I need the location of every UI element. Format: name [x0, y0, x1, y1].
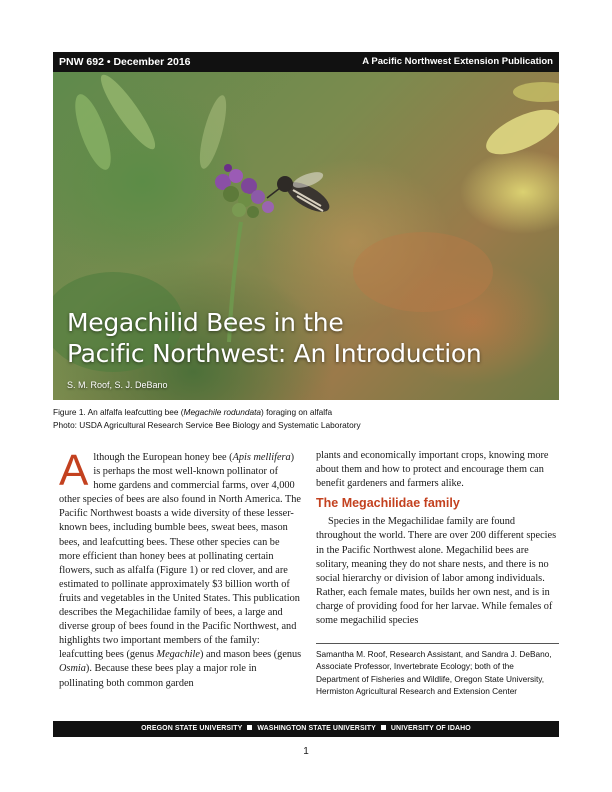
caption-suffix: ) foraging on alfalfa	[261, 407, 333, 417]
photo-credit: Photo: USDA Agricultural Research Service Bee Biology and Systematic Laboratory	[53, 419, 361, 430]
author-affiliation-note: Samantha M. Roof, Research Assistant, and Sandra J. DeBano, Associate Professor, Invertebrate Ecology; both of the Department of Fisheries and Wildlife, Oregon State University, Hermiston Agricultural Research and Extension Center	[316, 649, 552, 697]
footnote-divider	[316, 643, 559, 644]
university-osu: OREGON STATE UNIVERSITY	[141, 725, 243, 732]
intro-text-1: lthough the European honey bee (	[93, 452, 233, 463]
genus-megachile: Megachile	[156, 649, 200, 661]
university-footer-bar	[53, 721, 559, 737]
intro-text-3: ) and mason bees (genus	[199, 649, 302, 661]
caption-text	[53, 406, 559, 419]
figure-caption	[53, 406, 559, 431]
square-separator	[247, 725, 252, 730]
genus-osmia: Osmia	[59, 663, 86, 675]
square-separator	[381, 725, 386, 730]
university-wsu: WASHINGTON STATE UNIVERSITY	[257, 725, 376, 732]
hero-photo	[53, 72, 559, 400]
apis-mellifera: Apis mellifera	[232, 452, 291, 463]
title-line-2: Pacific Northwest: An Introduction	[67, 339, 482, 368]
intro-text-4: ). Because these bees play a major role in pollinating both common garden	[59, 663, 257, 689]
publication-number-date: PNW 692 • December 2016	[59, 56, 191, 68]
intro-continuation: plants and economically important crops, knowing more about them and how to protect and encourage them can benefit gardeners and farmers alike.	[316, 450, 549, 490]
caption-species: Megachile rodundata	[183, 407, 262, 417]
megachilidae-paragraph: Species in the Megachilidae family are found throughout the world. There are over 200 different species in the Pacific Northwest alone. Megachilid bees are solitary, meaning they do not share nests, and there is no social hierarchy or division of labor among individuals. Rather, each female mates, builds her own nest, and is in charge of providing food for her larvae. While females of some megachilid species	[316, 516, 557, 627]
title-line-1: Megachilid Bees in the	[67, 308, 344, 337]
left-column	[59, 446, 302, 691]
bee-figure	[267, 169, 334, 218]
intro-paragraph	[59, 446, 302, 691]
document-title	[67, 307, 481, 369]
university-uidaho: UNIVERSITY OF IDAHO	[390, 725, 471, 732]
intro-text-2: ) is perhaps the most well-known pollinator of home gardens and commercial farms, over 4,000 other species of bees are also found in North America. The Pacific Northwest boasts a wide diversity of these lesser-known bees, including bumble bees, sweat bees, mason bees, and leafcutting bees. These other species can be more efficient than honey bees at pollinating certain flowers, such as alfalfa (Figure 1) or red clover, and are estimated to pollinate approximately $3 billion worth of fruits and vegetables in the United States. This publication describes the Megachilidae family of bees, a large and diverse group of bees found in the Pacific Northwest, and highlights two important members of the family: leafcutting bees (genus	[59, 452, 301, 661]
right-column	[316, 449, 559, 628]
publication-series: A Pacific Northwest Extension Publication	[362, 56, 553, 67]
publication-header-bar	[53, 52, 559, 72]
drop-cap: A	[59, 446, 89, 495]
caption-prefix: Figure 1. An alfalfa leafcutting bee (	[53, 407, 184, 417]
page-number: 1	[303, 746, 309, 757]
section-heading: The Megachilidae family	[316, 496, 460, 511]
authors: S. M. Roof, S. J. DeBano	[67, 380, 168, 390]
